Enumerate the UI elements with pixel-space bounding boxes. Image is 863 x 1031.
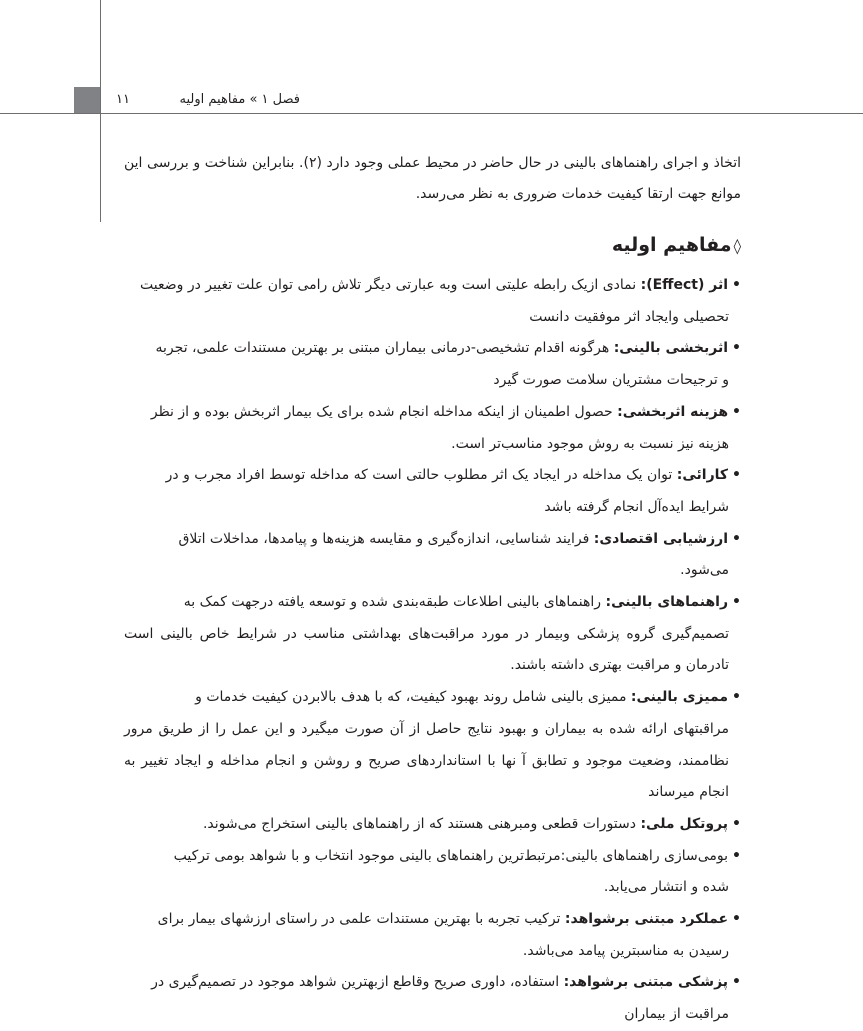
term: هزینه اثربخشی: xyxy=(617,403,729,420)
bullet-icon: • xyxy=(732,689,741,706)
list-item xyxy=(124,967,741,1030)
term: کارائی: xyxy=(676,467,729,484)
definition-continuation: و ترجیحات مشتریان سلامت صورت گیرد xyxy=(493,372,729,389)
term: پروتکل ملی: xyxy=(640,815,729,832)
header-tab-block xyxy=(74,87,100,113)
bullet-icon: • xyxy=(732,403,741,420)
definition-text: بومی‌سازی راهنماهای بالینی:مرتبط‌ترین راهنماهای بالینی موجود انتخاب و با شواهد بومی ترکیب xyxy=(173,847,729,864)
bullet-icon: • xyxy=(732,340,741,357)
list-item xyxy=(124,460,741,523)
list-item xyxy=(124,524,741,587)
definition-text: استفاده، داوری صریح وقاطع ازبهترین شواهد موجود در تصمیم‌گیری در xyxy=(151,974,564,991)
margin-vertical-rule xyxy=(100,0,101,222)
list-item xyxy=(124,587,741,682)
bullet-icon: • xyxy=(732,847,741,864)
definition-continuation: تصمیم‌گیری گروه پزشکی وبیمار در مورد مراقبت‌های بهداشتی مناسب در شرایط خاص بالینی است تادرمان و مراقبت بهتری داشته باشند. xyxy=(124,625,729,674)
definition-text: حصول اطمینان از اینکه مداخله انجام شده برای یک بیمار اثربخش بوده و از نظر xyxy=(150,403,618,420)
section-title: مفاهیم اولیه xyxy=(611,234,732,256)
definition-continuation: مراقبتهای ارائه شده به بیماران و بهبود نتایج حاصل از آن صورت میگیرد و این عمل را از طریق مرور نظاممند، وضعیت موجود و تطابق آ نها با استانداردهای صریح و روشن و انجام مداخله و ایجاد تغییر به انجام میرساند xyxy=(124,720,729,801)
bullet-icon: • xyxy=(732,530,741,547)
bullet-icon: • xyxy=(732,277,741,293)
list-item xyxy=(124,809,741,841)
section-heading xyxy=(500,230,741,261)
term: عملکرد مبتنی برشواهد: xyxy=(564,911,729,928)
definition-continuation: می‌شود. xyxy=(680,562,729,579)
list-item xyxy=(124,682,741,809)
definition-continuation: شرایط ایده‌آل انجام گرفته باشد xyxy=(544,498,729,515)
definition-continuation: شده و انتشار می‌یابد. xyxy=(603,879,729,896)
definition-continuation: هزینه نیز نسبت به روش موجود مناسب‌تر است. xyxy=(451,435,729,452)
definitions-list xyxy=(124,270,741,1031)
definition-continuation: تحصیلی وایجاد اثر موفقیت دانست xyxy=(529,308,729,325)
list-item xyxy=(124,270,741,333)
definition-text: توان یک مداخله در ایجاد یک اثر مطلوب حالتی است که مداخله توسط افراد مجرب و در xyxy=(165,467,677,484)
definition-text: نمادی ازیک رابطه علیتی است وبه عبارتی دیگر تلاش رامی توان علت تغییر در وضعیت xyxy=(140,277,641,293)
list-item xyxy=(124,841,741,904)
definition-text: ترکیب تجربه با بهترین مستندات علمی در راستای ارزشهای بیمار برای xyxy=(157,911,565,928)
term: ارزشیابی اقتصادی: xyxy=(593,530,729,547)
list-item xyxy=(124,397,741,460)
header-horizontal-rule xyxy=(0,113,863,114)
term: اثربخشی بالینی: xyxy=(613,340,729,357)
term: راهنماهای بالینی: xyxy=(605,594,729,611)
bullet-icon: • xyxy=(732,594,741,611)
definition-text: دستورات قطعی ومبرهنی هستند که از راهنماهای بالینی استخراج می‌شوند. xyxy=(202,815,641,832)
definition-text: هرگونه اقدام تشخیصی-درمانی بیماران مبتنی بر بهترین مستندات علمی، تجربه xyxy=(155,340,614,357)
list-item xyxy=(124,904,741,967)
running-head: فصل ۱ » مفاهیم اولیه xyxy=(179,92,300,107)
intro-paragraph: اتخاذ و اجرای راهنماهای بالینی در حال حاضر در محیط عملی وجود دارد (۲). بنابراین شناخت و بررسی این موانع جهت ارتقا کیفیت خدمات ضروری به نظر می‌رسد. xyxy=(124,155,741,202)
definition-text: ممیزی بالینی شامل روند بهبود کیفیت، که با هدف بالابردن کیفیت خدمات و xyxy=(195,689,631,706)
term: ممیزی بالینی: xyxy=(630,689,729,706)
definition-text: راهنماهای بالینی اطلاعات طبقه‌بندی شده و توسعه یافته درجهت کمک به xyxy=(183,594,606,611)
definition-continuation: رسیدن به مناسبترین پیامد می‌باشد. xyxy=(522,942,729,959)
term: اثر (Effect): xyxy=(640,277,729,293)
bullet-icon: • xyxy=(732,815,741,832)
term: پزشکی مبتنی برشواهد: xyxy=(563,974,729,991)
bullet-icon: • xyxy=(732,911,741,928)
page-number: ۱۱ xyxy=(116,92,130,107)
list-item xyxy=(124,333,741,396)
bullet-icon: • xyxy=(732,467,741,484)
diamond-icon: ◊ xyxy=(733,237,741,255)
definition-continuation: مراقبت از بیماران xyxy=(624,1006,729,1023)
definition-text: فرایند شناسایی، اندازه‌گیری و مقایسه هزینه‌ها و پیامدها، مداخلات اتلاق xyxy=(178,530,594,547)
bullet-icon: • xyxy=(732,974,741,991)
